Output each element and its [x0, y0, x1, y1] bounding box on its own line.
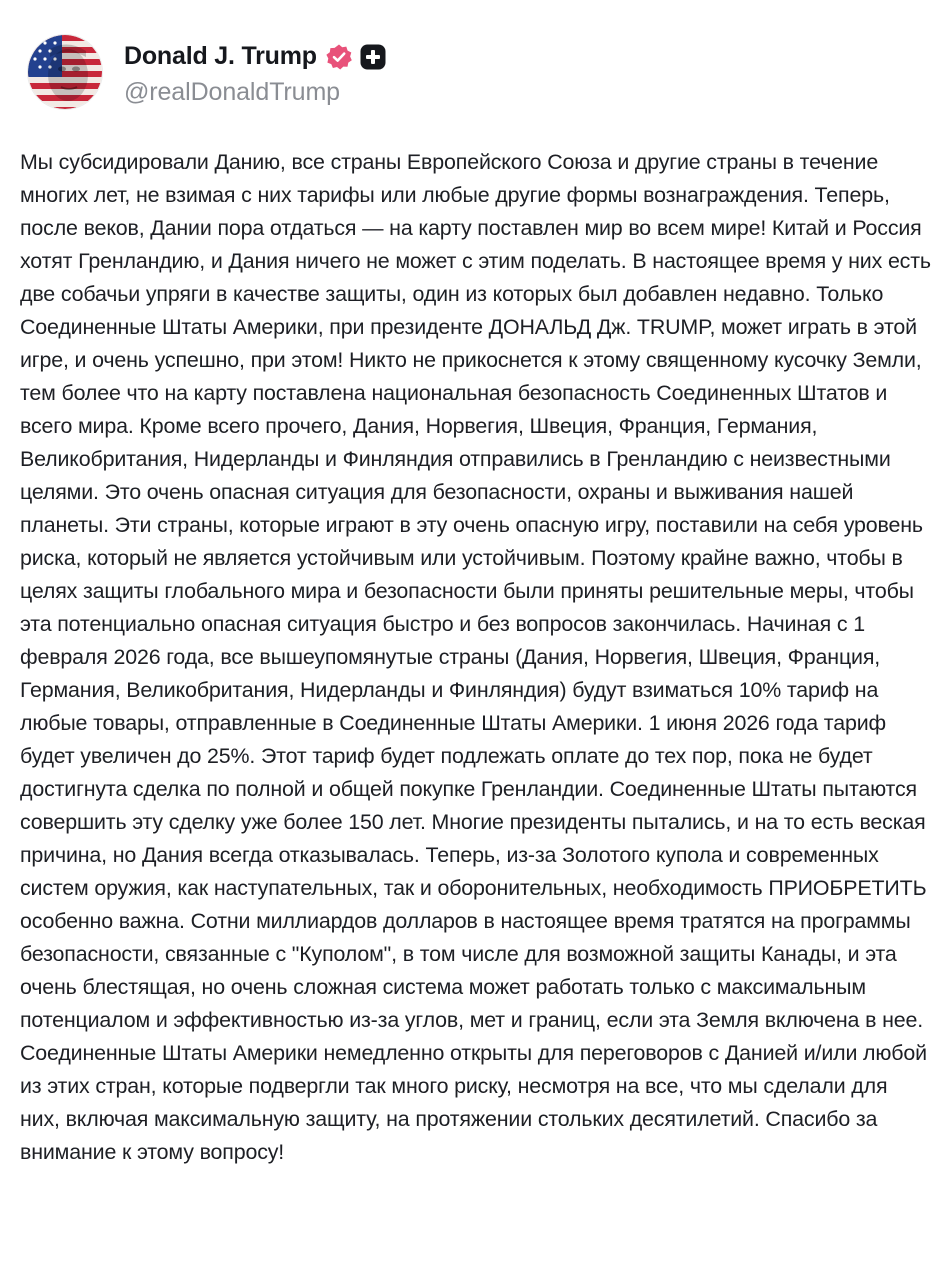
post-header — [28, 34, 948, 110]
author-identity — [124, 38, 387, 107]
author-handle[interactable]: @realDonaldTrump — [124, 77, 340, 106]
avatar-flag-portrait-icon — [28, 35, 102, 109]
author-avatar[interactable] — [28, 35, 102, 109]
verified-badge-icon — [325, 43, 353, 71]
plus-badge-icon — [359, 43, 387, 71]
author-display-name[interactable]: Donald J. Trump — [124, 42, 317, 70]
author-name-row — [124, 38, 387, 76]
post-body-text: Мы субсидировали Данию, все страны Европейского Союза и другие страны в течение многих лет, не взимая с них тарифы или любые другие формы вознаграждения. Теперь, после веков, Дании пора отдаться — на карту поставлен мир во всем мире! Китай и Россия хотят Гренландию, и Дания ничего не может с этим поделать. В настоящее время у них есть две собачьи упряги в качестве защиты, один из которых был добавлен недавно. Только Соединенные Штаты Америки, при президенте ДОНАЛЬД Дж. TRUMP, может играть в этой игре, и очень успешно, при этом! Никто не прикоснется к этому священному кусочку Земли, тем более что на карту поставлена национальная безопасность Соединенных Штатов и всего мира. Кроме всего прочего, Дания, Норвегия, Швеция, Франция, Германия, Великобритания, Нидерланды и Финляндия отправились в Гренландию с неизвестными целями. Это очень опасная ситуация для безопасности, охраны и выживания нашей планеты. Эти страны, которые играют в эту очень опасную игру, поставили на себя уровень риска, который не является устойчивым или устойчивым. Поэтому крайне важно, чтобы в целях защиты глобального мира и безопасности были приняты решительные меры, чтобы эта потенциально опасная ситуация быстро и без вопросов закончилась. Начиная с 1 февраля 2026 года, все вышеупомянутые страны (Дания, Норвегия, Швеция, Франция, Германия, Великобритания, Нидерланды и Финляндия) будут взиматься 10% тариф на любые товары, отправленные в Соединенные Штаты Америки. 1 июня 2026 года тариф будет увеличен до 25%. Этот тариф будет подлежать оплате до тех пор, пока не будет достигнута сделка по полной и общей покупке Гренландии. Соединенные Штаты пытаются совершить эту сделку уже более 150 лет. Многие президенты пытались, и на то есть веская причина, но Дания всегда отказывалась. Теперь, из-за Золотого купола и современных систем оружия, как наступательных, так и оборонительных, необходимость ПРИОБРЕТИТЬ особенно важна. Сотни миллиардов долларов в настоящее время тратятся на программы безопасности, связанные с "Куполом", в том числе для возможной защиты Канады, и эта очень блестящая, но очень сложная система может работать только с максимальным потенциалом и эффективностью из-за углов, мет и границ, если эта Земля включена в нее. Соединенные Штаты Америки немедленно открыты для переговоров с Данией и/или любой из этих стран, которые подвергли так много риску, несмотря на все, что мы сделали для них, включая максимальную защиту, на протяжении стольких десятилетий. Спасибо за внимание к этому вопросу! — [20, 150, 931, 1164]
